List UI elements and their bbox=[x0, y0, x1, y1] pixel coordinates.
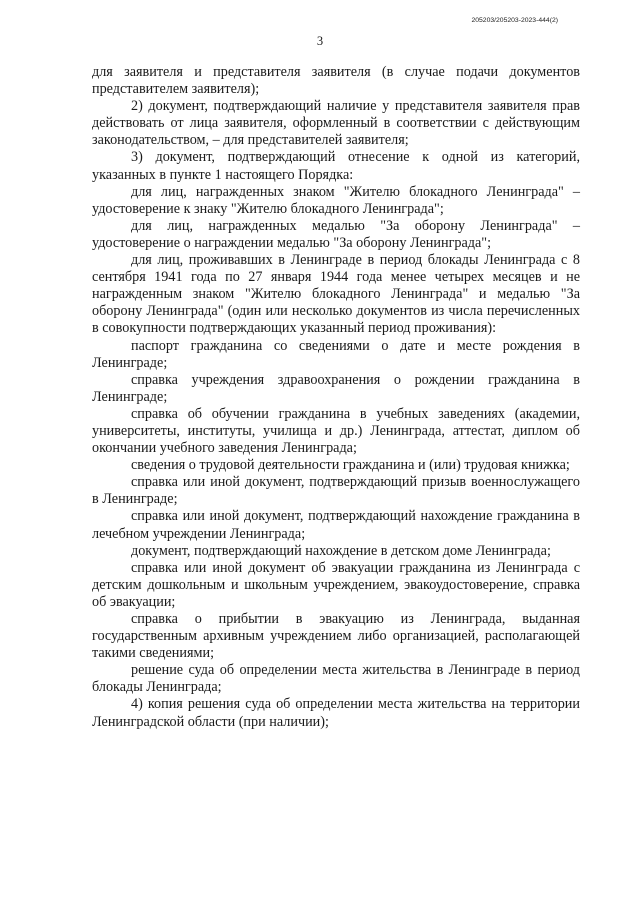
paragraph: сведения о трудовой деятельности гражданина и (или) трудовая книжка; bbox=[131, 457, 570, 474]
paragraph: справка или иной документ, подтверждающий нахождение гражданина в лечебном учреждении Ленинграда; bbox=[92, 508, 580, 542]
paragraph: для лиц, награжденных знаком "Жителю блокадного Ленинграда" – удостоверение к знаку "Жителю блокадного Ленинграда"; bbox=[92, 183, 580, 217]
paragraph: для лиц, проживавших в Ленинграде в период блокады Ленинграда с 8 сентября 1941 года по 27 января 1944 года менее четырех месяцев и не награжденным знаком "Жителю блокадного Ленинграда" и медалью "За оборону Ленинграда" (один или несколько документов из числа перечисленных в совокупности подтверждающих указанный период проживания): bbox=[92, 252, 580, 337]
document-body bbox=[92, 64, 580, 731]
paragraph: 3) документ, подтверждающий отнесение к одной из категорий, указанных в пункте 1 настоящего Порядка: bbox=[92, 149, 580, 183]
paragraph: справка учреждения здравоохранения о рождении гражданина в Ленинграде; bbox=[92, 371, 580, 405]
paragraph: для заявителя и представителя заявителя (в случае подачи документов представителем заявителя); bbox=[92, 64, 580, 98]
paragraph: решение суда об определении места жительства в Ленинграде в период блокады Ленинграда; bbox=[92, 662, 580, 696]
paragraph: справка или иной документ об эвакуации гражданина из Ленинграда с детским дошкольным и школьным учреждением, эвакоудостоверение, справка об эвакуации; bbox=[92, 559, 580, 610]
paragraph: 2) документ, подтверждающий наличие у представителя заявителя прав действовать от лица заявителя, оформленный в соответствии с действующим законодательством, – для представителей заявителя; bbox=[92, 98, 580, 149]
paragraph: справка об обучении гражданина в учебных заведениях (академии, университеты, институты, училища и др.) Ленинграда, аттестат, диплом об окончании учебного заведения Ленинграда; bbox=[92, 405, 580, 457]
paragraph: справка или иной документ, подтверждающий призыв военнослужащего в Ленинграде; bbox=[92, 474, 580, 508]
page-number: 3 bbox=[316, 34, 324, 48]
paragraph: паспорт гражданина со сведениями о дате и месте рождения в Ленинграде; bbox=[92, 337, 580, 371]
paragraph: для лиц, награжденных медалью "За оборону Ленинграда" – удостоверение о награждении медалью "За оборону Ленинграда"; bbox=[92, 217, 580, 251]
paragraph: документ, подтверждающий нахождение в детском доме Ленинграда; bbox=[131, 542, 551, 559]
paragraph: 4) копия решения суда об определении места жительства на территории Ленинградской области (при наличии); bbox=[92, 696, 580, 730]
document-id: 205203/205203-2023-444(2) bbox=[471, 17, 558, 24]
paragraph: справка о прибытии в эвакуацию из Ленинграда, выданная государственным архивным учреждением либо организацией, располагающей такими сведениями; bbox=[92, 611, 580, 662]
